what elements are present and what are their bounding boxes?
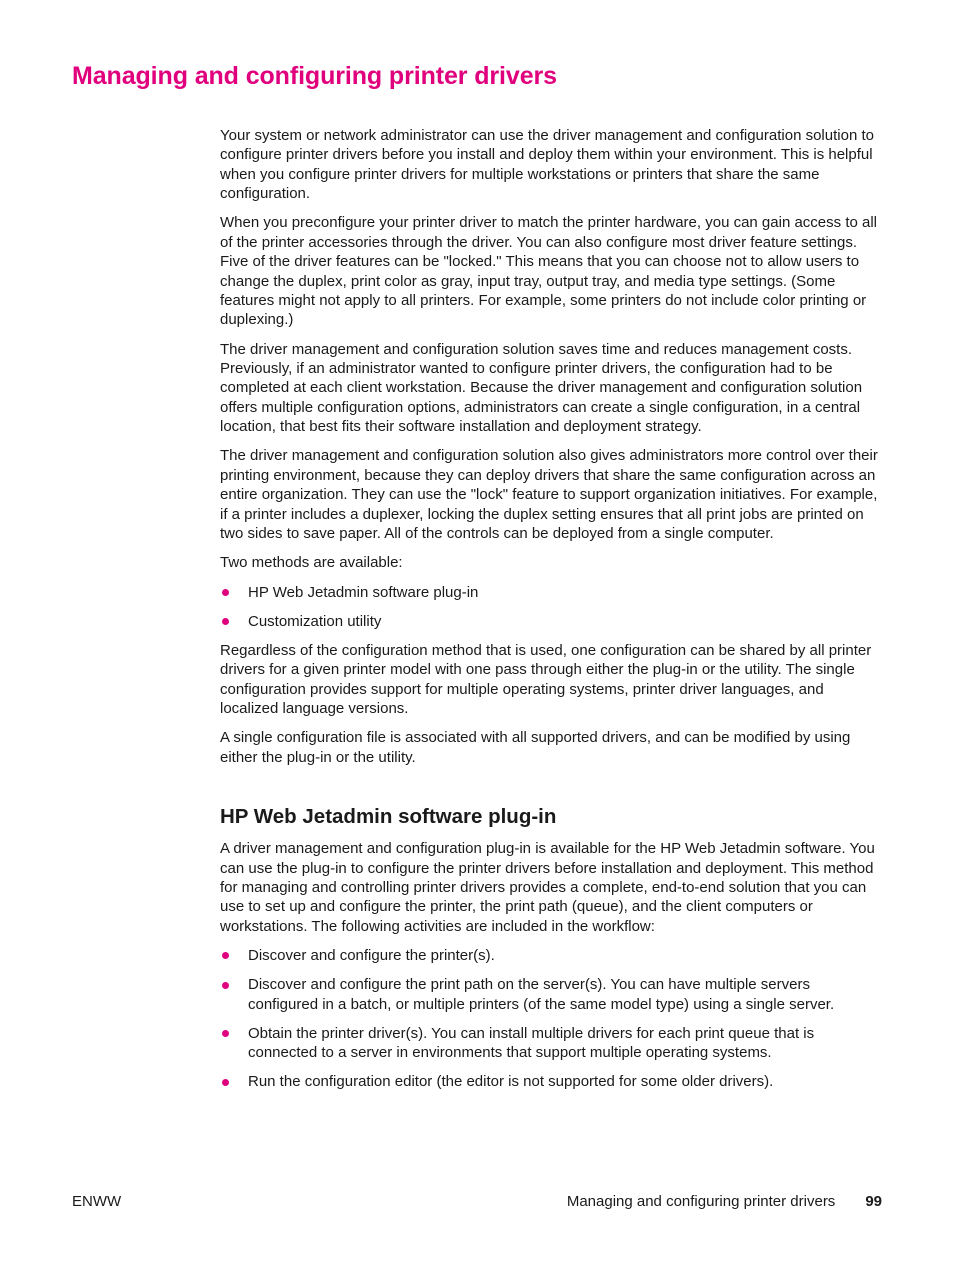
page-title: Managing and configuring printer drivers [72, 62, 557, 90]
list-item-text: Discover and configure the print path on the server(s). You can have multiple servers configured in a batch, or multiple printers (of the same model type) using a single server. [248, 976, 835, 1013]
paragraph: A single configuration file is associated with all supported drivers, and can be modified by using either the plug-in or the utility. [220, 729, 851, 766]
list-item [220, 1024, 884, 1063]
intro-paragraph-4: The driver management and configuration solution also gives administrators more control over their printing environment, because they can deploy drivers that share the same configuration across an entire organization. They can use the "lock" feature to support organization initiatives. For example, if a printer includes a duplexer, locking the duplex setting ensures that all print jobs are printed on two sides to save paper. All of the controls can be deployed from a single computer. [220, 447, 878, 543]
intro-paragraph-3: The driver management and configuration solution saves time and reduces management costs. Previously, if an administrator wanted to configure printer drivers, the configuration had to be completed at each client workstation. Because the driver management and configuration solution offers multiple configuration options, administrators can create a single configuration, in a central location, that best fits their software installation and deployment strategy. [220, 340, 863, 436]
methods-list [220, 583, 884, 632]
footer-right [567, 1192, 882, 1211]
bullet-icon [222, 952, 229, 959]
list-item-text: Customization utility [248, 612, 382, 630]
intro-paragraph-1: Your system or network administrator can use the driver management and configuration solution to configure printer drivers before you install and deploy them within your environment. This is helpful when you configure printer drivers for multiple workstations or printers that share the same configuration. [220, 127, 874, 203]
list-item-text: Run the configuration editor (the editor is not supported for some older drivers). [248, 1073, 774, 1091]
bullet-icon [222, 1079, 229, 1086]
list-item-text: HP Web Jetadmin software plug-in [248, 583, 479, 601]
bullet-icon [222, 618, 229, 625]
section-heading: HP Web Jetadmin software plug-in [220, 805, 557, 829]
list-item-text: Obtain the printer driver(s). You can install multiple drivers for each print queue that is connected to a server in environments that support multiple operating systems. [248, 1024, 815, 1062]
list-item [220, 1072, 884, 1091]
list-item-text: Discover and configure the printer(s). [248, 946, 495, 964]
intro-paragraph-5: Two methods are available: [220, 554, 403, 572]
bullet-icon [222, 1030, 229, 1037]
page-number: 99 [865, 1193, 882, 1210]
bullet-icon [222, 589, 229, 596]
list-item [220, 612, 884, 631]
main-content [220, 126, 884, 1102]
section-paragraph: A driver management and configuration plug-in is available for the HP Web Jetadmin software. You can use the plug-in to configure the printer drivers before installation and deployment. This method for managing and controlling printer drivers provides a complete, end-to-end solution that you can use to set up and configure the printer, the print path (queue), and the client computers or workstations. The following activities are included in the workflow: [220, 840, 875, 935]
footer-left-label: ENWW [72, 1193, 122, 1210]
list-item [220, 583, 884, 602]
list-item [220, 946, 884, 965]
paragraph: Regardless of the configuration method that is used, one configuration can be shared by all printer drivers for a given printer model with one pass through either the plug-in or the utility. The single configuration provides support for multiple operating systems, printer driver languages, and localized language versions. [220, 641, 872, 718]
activities-list [220, 946, 884, 1092]
bullet-icon [222, 982, 229, 989]
intro-paragraph-2: When you preconfigure your printer driver to match the printer hardware, you can gain access to all of the printer accessories through the driver. You can also configure most driver feature settings. Five of the driver features can be "locked." This means that you can choose not to allow users to change the duplex, print color as gray, input tray, output tray, and media type settings. (Some features might not apply to all printers. For example, some printers do not include color printing or duplexing.) [220, 214, 877, 329]
footer-chapter-title: Managing and configuring printer drivers [566, 1193, 836, 1210]
list-item [220, 975, 884, 1014]
